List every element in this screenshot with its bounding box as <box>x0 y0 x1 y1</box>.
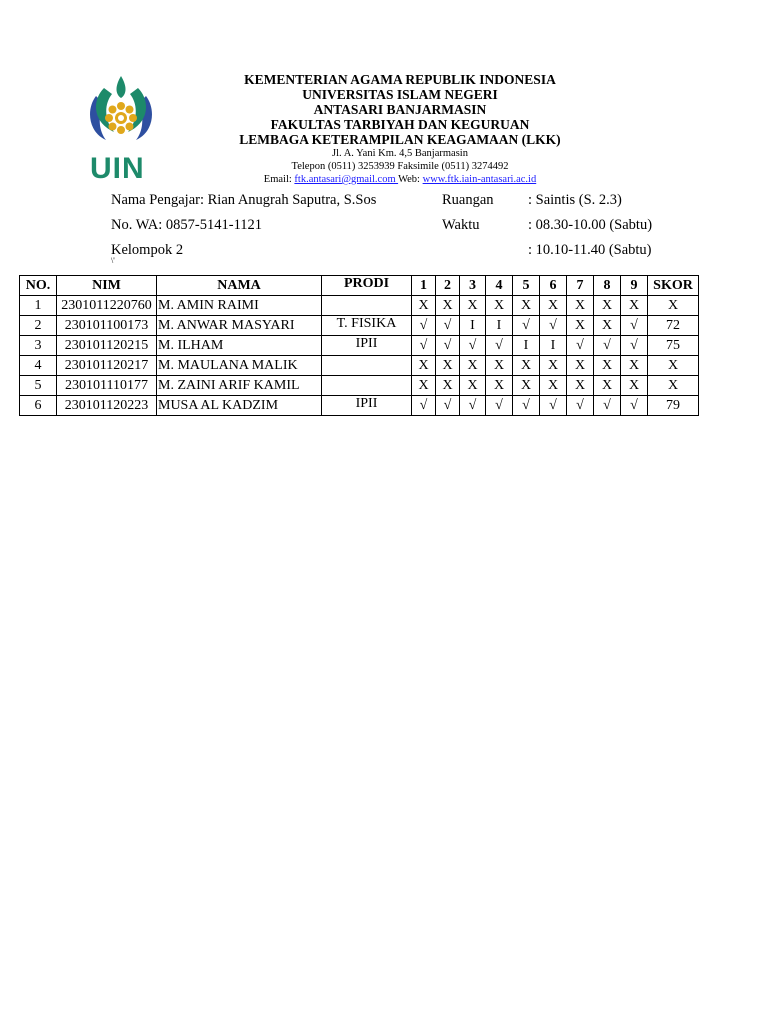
header-line-university: UNIVERSITAS ISLAM NEGERI <box>302 87 498 102</box>
student-id: 230101120223 <box>57 396 157 416</box>
attendance-mark: √ <box>412 336 436 356</box>
attendance-mark: X <box>594 376 621 396</box>
column-header: 8 <box>594 276 621 296</box>
time-value-2: : 10.10-11.40 (Sabtu) <box>528 242 652 258</box>
web-link[interactable]: www.ftk.iain-antasari.ac.id <box>422 174 537 185</box>
attendance-mark: √ <box>621 316 648 336</box>
attendance-mark: √ <box>460 336 486 356</box>
attendance-mark: √ <box>513 316 540 336</box>
header-line-ministry: KEMENTERIAN AGAMA REPUBLIK INDONESIA <box>244 72 556 87</box>
row-number: 1 <box>20 296 57 316</box>
header-line-institute: LEMBAGA KETERAMPILAN KEAGAMAAN (LKK) <box>239 132 561 147</box>
attendance-mark: X <box>486 296 513 316</box>
column-header: PRODI <box>322 276 412 296</box>
study-program <box>322 376 412 396</box>
attendance-mark: √ <box>540 316 567 336</box>
time-value-1: : 08.30-10.00 (Sabtu) <box>528 217 653 233</box>
attendance-mark: √ <box>436 336 460 356</box>
attendance-mark: X <box>621 376 648 396</box>
column-header: 1 <box>412 276 436 296</box>
column-header: SKOR <box>648 276 699 296</box>
row-number: 6 <box>20 396 57 416</box>
student-id: 230101120215 <box>57 336 157 356</box>
attendance-mark: X <box>460 376 486 396</box>
attendance-mark: √ <box>594 396 621 416</box>
student-id: 230101100173 <box>57 316 157 336</box>
attendance-mark: X <box>594 316 621 336</box>
table-row <box>20 336 699 356</box>
web-label: Web: <box>398 174 423 185</box>
student-name: M. ZAINI ARIF KAMIL <box>157 376 322 396</box>
attendance-mark: √ <box>436 396 460 416</box>
attendance-mark: √ <box>412 316 436 336</box>
column-header: 7 <box>567 276 594 296</box>
score: X <box>648 356 699 376</box>
attendance-mark: X <box>436 356 460 376</box>
column-header: 6 <box>540 276 567 296</box>
student-id: 230101110177 <box>57 376 157 396</box>
column-header: NIM <box>57 276 157 296</box>
attendance-mark: √ <box>594 336 621 356</box>
header-line-faculty: FAKULTAS TARBIYAH DAN KEGURUAN <box>270 117 530 132</box>
room-value: : Saintis (S. 2.3) <box>528 192 622 208</box>
score: X <box>648 376 699 396</box>
teacher-name: Nama Pengajar: Rian Anugrah Saputra, S.Sos <box>111 192 377 208</box>
teacher-whatsapp: No. WA: 0857-5141-1121 <box>111 217 263 233</box>
header-address: Jl. A. Yani Km. 4,5 Banjarmasin <box>332 148 468 159</box>
uin-logo <box>84 74 158 186</box>
row-number: 2 <box>20 316 57 336</box>
student-name: M. ILHAM <box>157 336 322 356</box>
attendance-mark: X <box>567 316 594 336</box>
table-header-row <box>20 276 699 296</box>
attendance-mark: I <box>540 336 567 356</box>
student-name: M. MAULANA MALIK <box>157 356 322 376</box>
attendance-mark: X <box>513 296 540 316</box>
score: 79 <box>648 396 699 416</box>
attendance-mark: X <box>486 376 513 396</box>
header-line-campus: ANTASARI BANJARMASIN <box>313 102 487 117</box>
attendance-mark: X <box>594 356 621 376</box>
table-row <box>20 356 699 376</box>
attendance-mark: √ <box>621 396 648 416</box>
attendance-mark: X <box>412 376 436 396</box>
study-program: T. FISIKA <box>322 316 412 336</box>
attendance-mark: √ <box>621 336 648 356</box>
attendance-mark: X <box>594 296 621 316</box>
attendance-mark: √ <box>486 396 513 416</box>
header-phone: Telepon (0511) 3253939 Faksimile (0511) 3274492 <box>291 161 509 172</box>
student-name: M. ANWAR MASYARI <box>157 316 322 336</box>
column-header: 4 <box>486 276 513 296</box>
attendance-mark: X <box>621 296 648 316</box>
group-label: Kelompok 2 <box>111 242 184 258</box>
attendance-mark: X <box>486 356 513 376</box>
column-header: 9 <box>621 276 648 296</box>
attendance-mark: X <box>460 356 486 376</box>
attendance-mark: I <box>513 336 540 356</box>
attendance-mark: X <box>621 356 648 376</box>
attendance-mark: I <box>486 316 513 336</box>
column-header: 3 <box>460 276 486 296</box>
attendance-mark: √ <box>486 336 513 356</box>
student-id: 230101120217 <box>57 356 157 376</box>
header-contacts <box>200 174 600 186</box>
attendance-mark: X <box>436 296 460 316</box>
attendance-mark: √ <box>513 396 540 416</box>
study-program <box>322 356 412 376</box>
attendance-mark: √ <box>567 336 594 356</box>
score: X <box>648 296 699 316</box>
score: 75 <box>648 336 699 356</box>
attendance-mark: √ <box>436 316 460 336</box>
table-row <box>20 396 699 416</box>
column-header: 5 <box>513 276 540 296</box>
study-program: IPII <box>322 396 412 416</box>
row-number: 5 <box>20 376 57 396</box>
attendance-table <box>19 275 699 416</box>
attendance-mark: X <box>540 376 567 396</box>
room-label: Ruangan <box>442 192 494 208</box>
attendance-mark: X <box>540 356 567 376</box>
student-name: M. AMIN RAIMI <box>157 296 322 316</box>
attendance-mark: X <box>567 296 594 316</box>
study-program: IPII <box>322 336 412 356</box>
attendance-mark: X <box>412 356 436 376</box>
column-header: NAMA <box>157 276 322 296</box>
attendance-mark: √ <box>540 396 567 416</box>
student-name: MUSA AL KADZIM <box>157 396 322 416</box>
row-number: 3 <box>20 336 57 356</box>
email-label: Email: <box>263 174 295 185</box>
attendance-mark: X <box>540 296 567 316</box>
attendance-mark: √ <box>412 396 436 416</box>
table-row <box>20 296 699 316</box>
attendance-mark: √ <box>567 396 594 416</box>
logo-text: UIN <box>90 152 145 185</box>
column-header: 2 <box>436 276 460 296</box>
small-mark: \' <box>111 256 115 265</box>
table-row <box>20 316 699 336</box>
time-label: Waktu <box>442 217 480 233</box>
attendance-mark: X <box>513 356 540 376</box>
attendance-mark: X <box>460 296 486 316</box>
attendance-mark: X <box>412 296 436 316</box>
attendance-mark: X <box>436 376 460 396</box>
table-row <box>20 376 699 396</box>
column-header: NO. <box>20 276 57 296</box>
student-id: 2301011220760 <box>57 296 157 316</box>
attendance-mark: X <box>513 376 540 396</box>
attendance-mark: X <box>567 376 594 396</box>
attendance-mark: √ <box>460 396 486 416</box>
score: 72 <box>648 316 699 336</box>
email-link[interactable]: ftk.antasari@gmail.com <box>294 174 399 185</box>
study-program <box>322 296 412 316</box>
attendance-mark: X <box>567 356 594 376</box>
attendance-mark: I <box>460 316 486 336</box>
row-number: 4 <box>20 356 57 376</box>
